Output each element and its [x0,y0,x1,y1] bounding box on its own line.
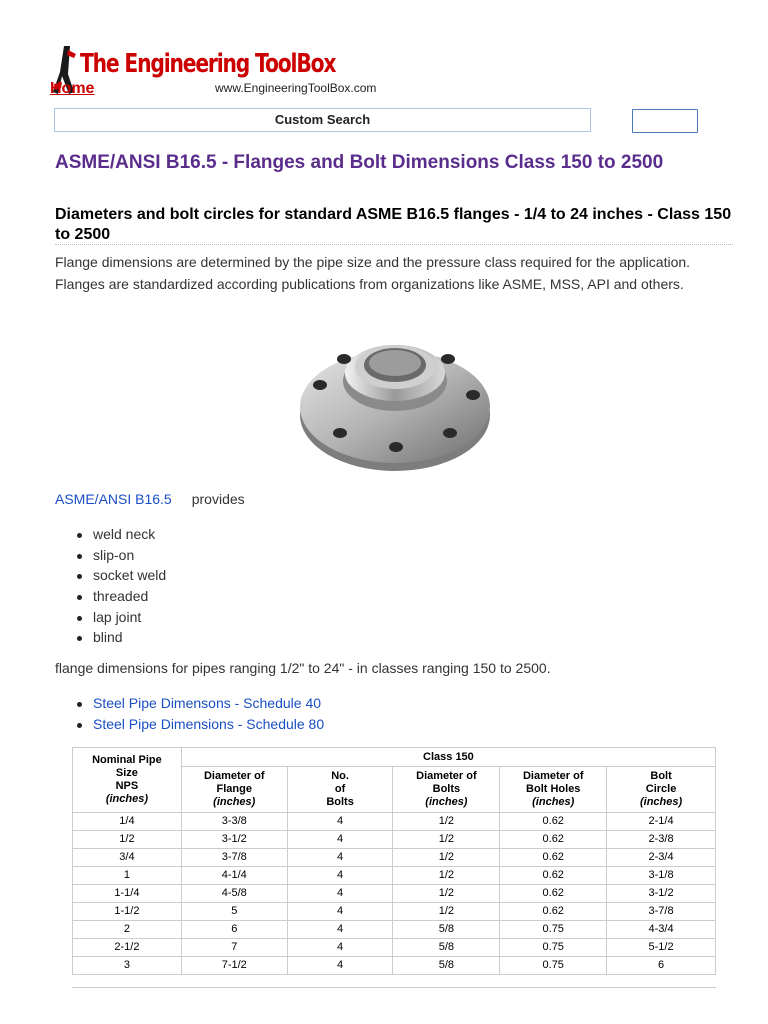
column-header: Diameter of Bolts (inches) [393,767,500,813]
range-description: flange dimensions for pipes ranging 1/2" to 24" - in classes ranging 150 to 2500. [55,660,551,676]
table-cell: 4 [287,831,393,849]
page-title: ASME/ANSI B16.5 - Flanges and Bolt Dimensions Class 150 to 2500 [55,152,664,173]
class-header: Class 150 [181,748,715,767]
table-cell: 3/4 [73,849,182,867]
table-row [73,921,716,939]
table-cell: 0.62 [500,849,607,867]
table-cell: 2 [73,921,182,939]
list-item: threaded [55,586,166,607]
list-item: blind [55,627,166,648]
table-cell: 4 [287,939,393,957]
table-cell: 3 [73,957,182,975]
table-cell: 3-1/8 [607,867,716,885]
table-cell: 0.62 [500,813,607,831]
table-cell: 1/2 [393,831,500,849]
standard-line [55,491,245,507]
table-cell: 2-1/2 [73,939,182,957]
table-cell: 1/2 [393,903,500,921]
table-cell: 1/4 [73,813,182,831]
nominal-size-header: Nominal Pipe Size NPS (inches) [73,748,182,813]
flange-type-list [55,524,166,648]
table-row [73,813,716,831]
table-cell: 7-1/2 [181,957,287,975]
table-cell: 4 [287,921,393,939]
table-cell: 5/8 [393,939,500,957]
table-cell: 1-1/2 [73,903,182,921]
column-header: Diameter of Flange (inches) [181,767,287,813]
column-header: No. of Bolts [287,767,393,813]
table-cell: 1/2 [393,849,500,867]
table-row [73,957,716,975]
table-row [73,885,716,903]
table-cell: 3-7/8 [181,849,287,867]
table-row [73,849,716,867]
table-cell: 0.75 [500,957,607,975]
table-cell: 7 [181,939,287,957]
table-cell: 1/2 [393,885,500,903]
list-item: socket weld [55,565,166,586]
table-cell: 2-1/4 [607,813,716,831]
table-cell: 5/8 [393,957,500,975]
table-cell: 4 [287,849,393,867]
table-cell: 4 [287,885,393,903]
table-cell: 6 [607,957,716,975]
table-cell: 5 [181,903,287,921]
table-cell: 4 [287,957,393,975]
table-cell: 4-3/4 [607,921,716,939]
table-cell: 1/2 [393,813,500,831]
table-cell: 5-1/2 [607,939,716,957]
schedule-80-link[interactable]: Steel Pipe Dimensions - Schedule 80 [55,714,324,735]
flange-dimensions-table [72,747,716,975]
table-cell: 1 [73,867,182,885]
asme-b16-5-link[interactable]: ASME/ANSI B16.5 [55,491,172,507]
column-header: Diameter of Bolt Holes (inches) [500,767,607,813]
table-cell: 2-3/8 [607,831,716,849]
table-cell: 0.75 [500,939,607,957]
table-cell: 0.62 [500,831,607,849]
table-row [73,903,716,921]
table-row [73,939,716,957]
divider [55,244,733,245]
table-cell: 4 [287,813,393,831]
table-cell: 4 [287,867,393,885]
table-cell: 4 [287,903,393,921]
custom-search-input[interactable]: Custom Search [54,108,591,132]
intro-paragraph: Flange dimensions are determined by the pipe size and the pressure class required for the application. Flanges are standardized according publications from organizations like ASME, MSS, API and others. [55,254,691,292]
table-cell: 0.62 [500,867,607,885]
table-cell: 3-7/8 [607,903,716,921]
weld-neck-flange-image [298,333,492,475]
list-item: lap joint [55,607,166,628]
table-cell: 0.75 [500,921,607,939]
table-row [73,831,716,849]
column-header: Bolt Circle (inches) [607,767,716,813]
table-row [73,867,716,885]
table-cell: 3-1/2 [607,885,716,903]
related-links-list [55,693,324,734]
page-subtitle: Diameters and bolt circles for standard ASME B16.5 flanges - 1/4 to 24 inches - Class 150 to 2500 [55,206,732,243]
table-cell: 4-5/8 [181,885,287,903]
home-link[interactable]: Home [50,80,95,97]
table-cell: 1/2 [73,831,182,849]
table-cell: 3-3/8 [181,813,287,831]
list-item: slip-on [55,545,166,566]
table-cell: 3-1/2 [181,831,287,849]
table-cell: 5/8 [393,921,500,939]
divider [72,987,716,988]
table-cell: 4-1/4 [181,867,287,885]
site-url: www.EngineeringToolBox.com [215,81,377,95]
table-cell: 0.62 [500,885,607,903]
site-brand[interactable]: The Engineering ToolBox [80,49,336,79]
table-cell: 2-3/4 [607,849,716,867]
schedule-40-link[interactable]: Steel Pipe Dimensons - Schedule 40 [55,693,324,714]
standard-suffix: provides [191,491,245,507]
list-item: weld neck [55,524,166,545]
table-cell: 1-1/4 [73,885,182,903]
table-cell: 1/2 [393,867,500,885]
table-cell: 0.62 [500,903,607,921]
table-body [73,813,716,975]
search-button[interactable] [632,109,698,133]
table-cell: 6 [181,921,287,939]
